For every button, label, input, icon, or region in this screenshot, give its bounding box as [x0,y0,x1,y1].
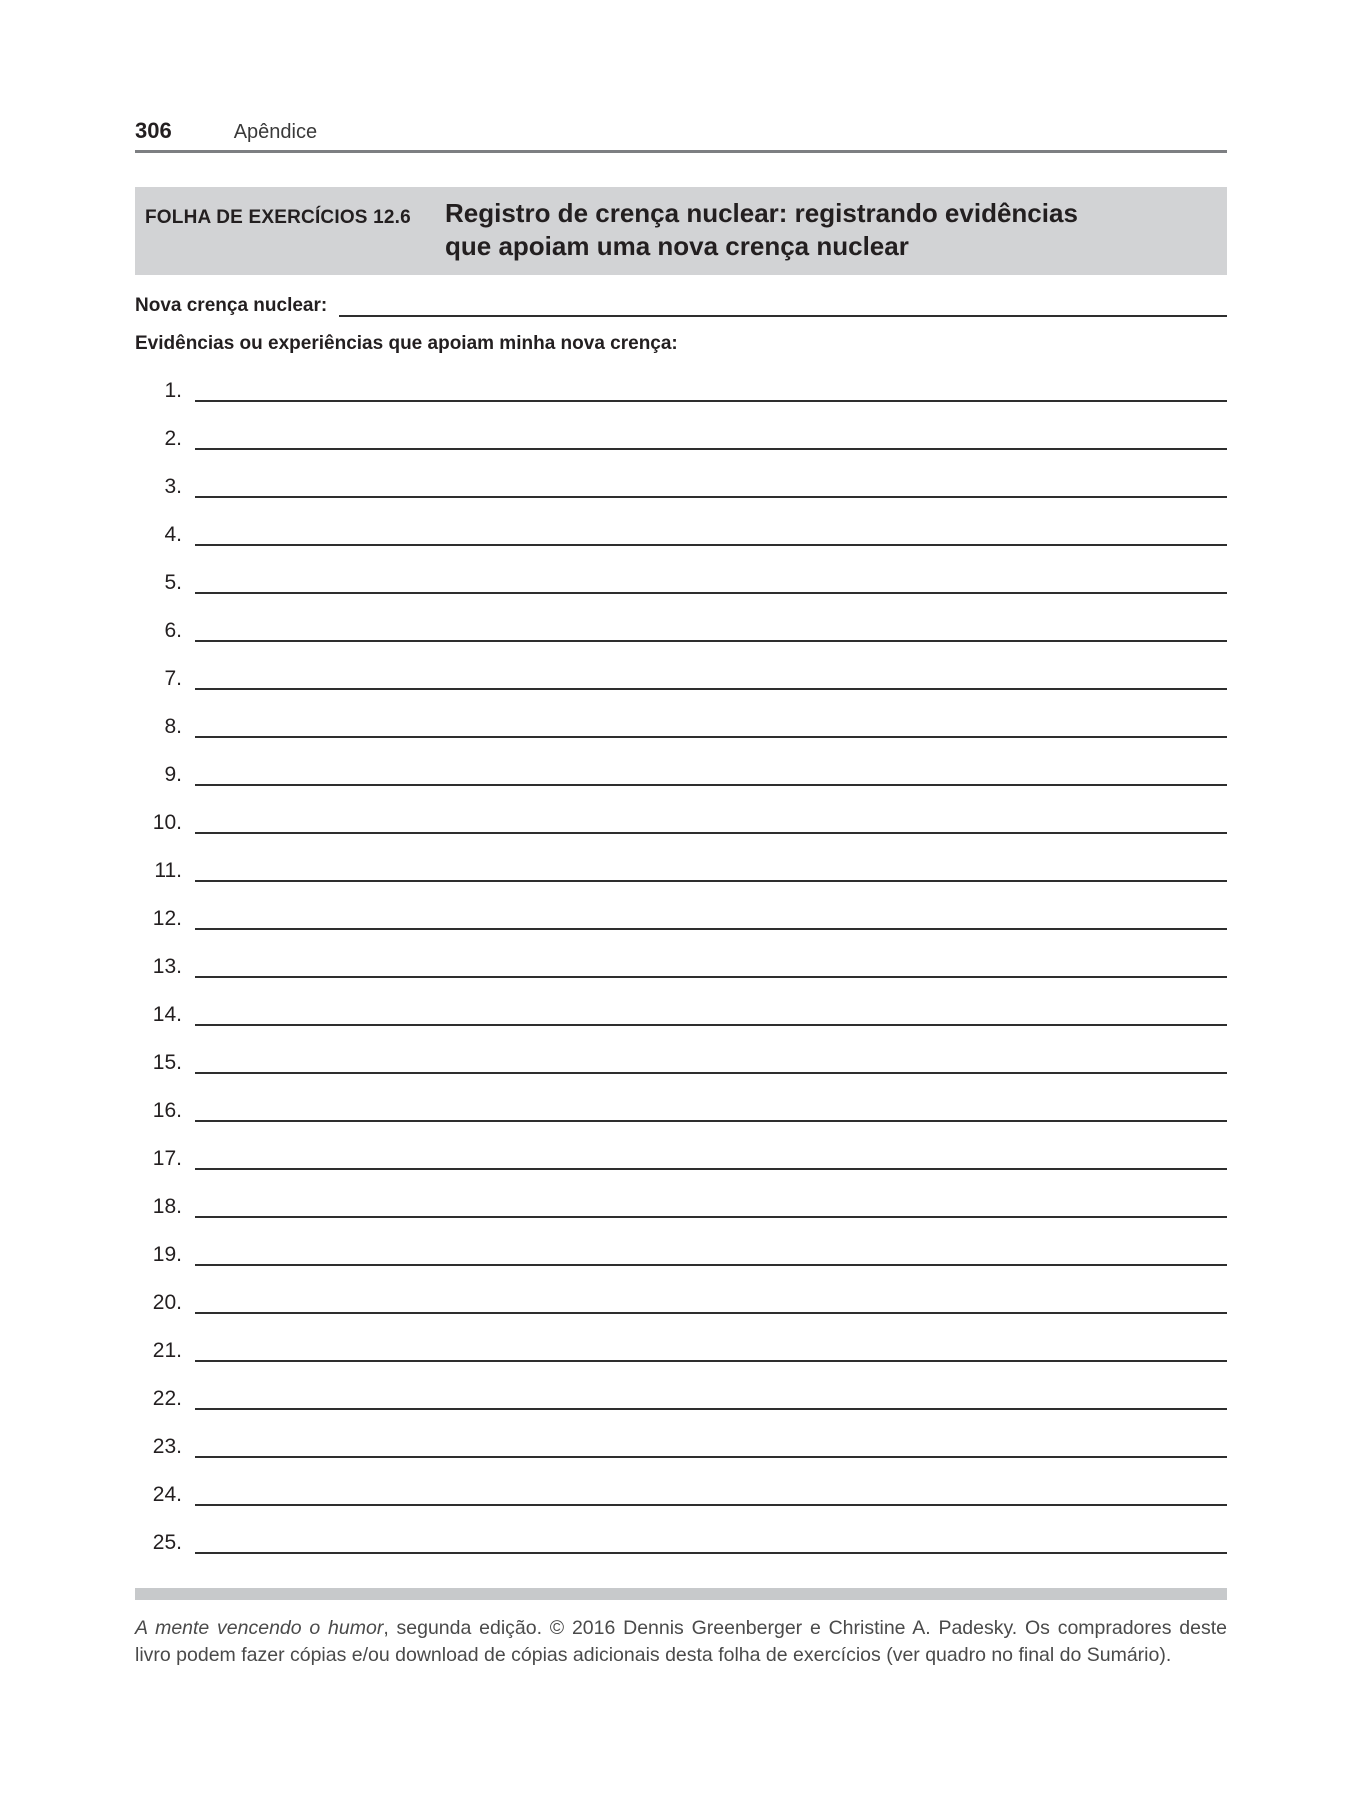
evidence-line-row [135,1173,1227,1221]
worksheet-title-line2: que apoiam uma nova crença nuclear [445,231,909,261]
evidence-blank-line [195,1077,1227,1122]
evidence-line-number: 2. [164,427,182,450]
evidence-blank-line [195,837,1227,882]
evidence-blank-line [195,597,1227,642]
evidence-line-number: 14. [152,1003,182,1026]
evidence-line-row [135,549,1227,597]
section-title: Apêndice [233,121,318,143]
page-content [135,0,1227,1669]
book-title: A mente vencendo o humor [135,1617,384,1639]
evidence-blank-line [195,1269,1227,1314]
evidence-line-number: 7. [164,667,182,690]
evidence-line-row [135,453,1227,501]
evidence-line-number: 21. [152,1339,182,1362]
evidence-line-row [135,1077,1227,1125]
evidence-line-row [135,789,1227,837]
evidence-line-number: 8. [164,715,182,738]
evidence-list [135,357,1227,1557]
evidence-line-row [135,1221,1227,1269]
evidence-blank-line [195,1461,1227,1506]
evidence-line-row [135,1461,1227,1509]
evidence-line-row [135,405,1227,453]
evidence-line-number: 19. [152,1243,182,1266]
copyright-credit [135,1615,1227,1669]
evidence-line-row [135,645,1227,693]
evidence-blank-line [195,645,1227,690]
evidence-blank-line [195,1125,1227,1170]
evidence-blank-line [195,789,1227,834]
new-belief-label: Nova crença nuclear: [135,295,328,316]
evidence-blank-line [195,1173,1227,1218]
evidence-line-row [135,1125,1227,1173]
evidence-line-number: 4. [164,523,182,546]
evidence-blank-line [195,1317,1227,1362]
worksheet-label: FOLHA DE EXERCÍCIOS 12.6 [145,207,411,228]
evidence-blank-line [195,453,1227,498]
evidence-line-number: 1. [164,379,182,402]
evidence-blank-line [195,741,1227,786]
evidence-line-number: 15. [152,1051,182,1074]
evidence-line-number: 16. [152,1099,182,1122]
evidence-line-row [135,597,1227,645]
evidence-blank-line [195,1413,1227,1458]
evidence-blank-line [195,1509,1227,1554]
evidence-line-row [135,501,1227,549]
evidence-line-row [135,837,1227,885]
evidence-line-number: 18. [152,1195,182,1218]
evidence-line-number: 17. [152,1147,182,1170]
evidence-line-row [135,357,1227,405]
evidence-line-row [135,1365,1227,1413]
evidence-blank-line [195,357,1227,402]
evidence-blank-line [195,405,1227,450]
evidence-blank-line [195,1365,1227,1410]
evidence-blank-line [195,693,1227,738]
evidence-line-row [135,1413,1227,1461]
worksheet-header-box [135,187,1227,275]
evidence-blank-line [195,501,1227,546]
evidence-line-row [135,693,1227,741]
evidence-line-row [135,1269,1227,1317]
evidence-heading: Evidências ou experiências que apoiam minha nova crença: [135,333,678,354]
new-belief-row [135,295,1227,317]
worksheet-title [445,197,1078,263]
evidence-line-row [135,981,1227,1029]
credit-text: , segunda edição. © 2016 Dennis Greenberger e Christine A. Padesky. Os compradores deste livro podem fazer cópias e/ou download de cópias adicionais desta folha de exercícios (ver quadro no final do Sumário). [135,1617,1227,1666]
evidence-blank-line [195,885,1227,930]
evidence-line-number: 20. [152,1291,182,1314]
evidence-line-number: 3. [164,475,182,498]
running-head [135,118,1227,153]
new-belief-blank-line [339,295,1227,317]
evidence-line-row [135,1509,1227,1557]
worksheet-title-line1: Registro de crença nuclear: registrando evidências [445,198,1078,228]
evidence-line-number: 23. [152,1435,182,1458]
page-number: 306 [135,118,172,143]
evidence-line-number: 25. [152,1531,182,1554]
bottom-divider-bar [135,1588,1227,1600]
evidence-line-number: 24. [152,1483,182,1506]
evidence-line-row [135,1029,1227,1077]
evidence-line-row [135,1317,1227,1365]
evidence-line-row [135,933,1227,981]
evidence-line-number: 22. [152,1387,182,1410]
evidence-line-number: 10. [152,811,182,834]
evidence-line-number: 6. [164,619,182,642]
evidence-blank-line [195,981,1227,1026]
evidence-line-number: 5. [164,571,182,594]
evidence-blank-line [195,1221,1227,1266]
evidence-line-number: 12. [152,907,182,930]
evidence-line-row [135,741,1227,789]
evidence-line-number: 13. [152,955,182,978]
evidence-line-row [135,885,1227,933]
evidence-blank-line [195,1029,1227,1074]
evidence-blank-line [195,933,1227,978]
evidence-line-number: 11. [154,859,182,882]
evidence-blank-line [195,549,1227,594]
evidence-line-number: 9. [164,763,182,786]
